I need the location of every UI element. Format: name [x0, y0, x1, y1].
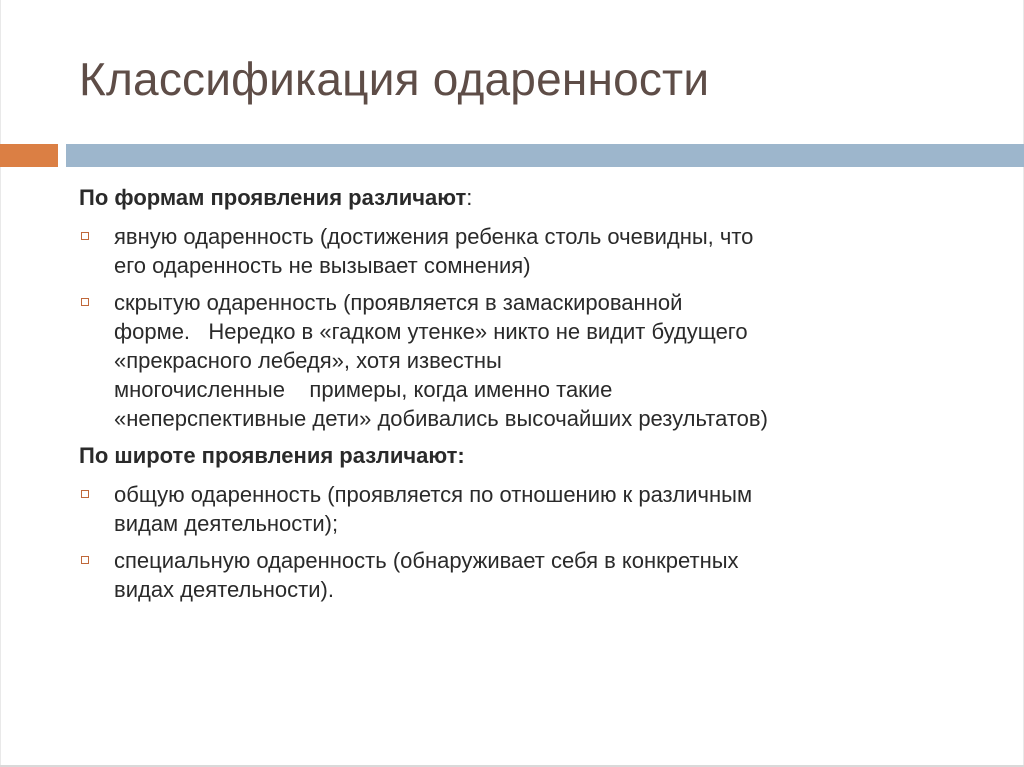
bullet-line: многочисленные примеры, когда именно такие	[114, 377, 613, 402]
hollow-square-bullet-icon	[81, 298, 89, 306]
section-heading-colon: :	[466, 185, 473, 210]
section-heading-forms	[79, 183, 979, 212]
bullet-item-general	[79, 480, 979, 538]
bullet-line: специальную одаренность (обнаруживает себя в конкретных	[114, 548, 739, 573]
accent-bar-orange	[0, 144, 58, 167]
slide-title: Классификация одаренности	[79, 53, 710, 105]
slide-content	[79, 183, 979, 612]
bullet-line: явную одаренность (достижения ребенка столь очевидны, что	[114, 224, 754, 249]
bullet-line: форме. Нередко в «гадком утенке» никто не видит будущего	[114, 319, 748, 344]
slide-left-edge	[0, 0, 1, 767]
hollow-square-bullet-icon	[81, 232, 89, 240]
hollow-square-bullet-icon	[81, 556, 89, 564]
accent-bar-blue	[66, 144, 1024, 167]
bullet-item-special	[79, 546, 979, 604]
section-heading-text: По формам проявления различают	[79, 185, 467, 210]
bullet-line: его одаренность не вызывает сомнения)	[114, 253, 531, 278]
bullet-line: общую одаренность (проявляется по отношению к различным	[114, 482, 753, 507]
bullet-line: видам деятельности);	[114, 511, 339, 536]
bullet-line: видах деятельности).	[114, 577, 334, 602]
bullet-item-hidden	[79, 288, 979, 433]
bullet-line: скрытую одаренность (проявляется в замаскированной	[114, 290, 683, 315]
section-heading-breadth	[79, 441, 979, 470]
bullet-item-explicit	[79, 222, 979, 280]
hollow-square-bullet-icon	[81, 490, 89, 498]
bullet-line: «прекрасного лебедя», хотя известны	[114, 348, 502, 373]
bullet-line: «неперспективные дети» добивались высочайших результатов)	[114, 406, 768, 431]
section-heading-text: По широте проявления различают:	[79, 443, 465, 468]
